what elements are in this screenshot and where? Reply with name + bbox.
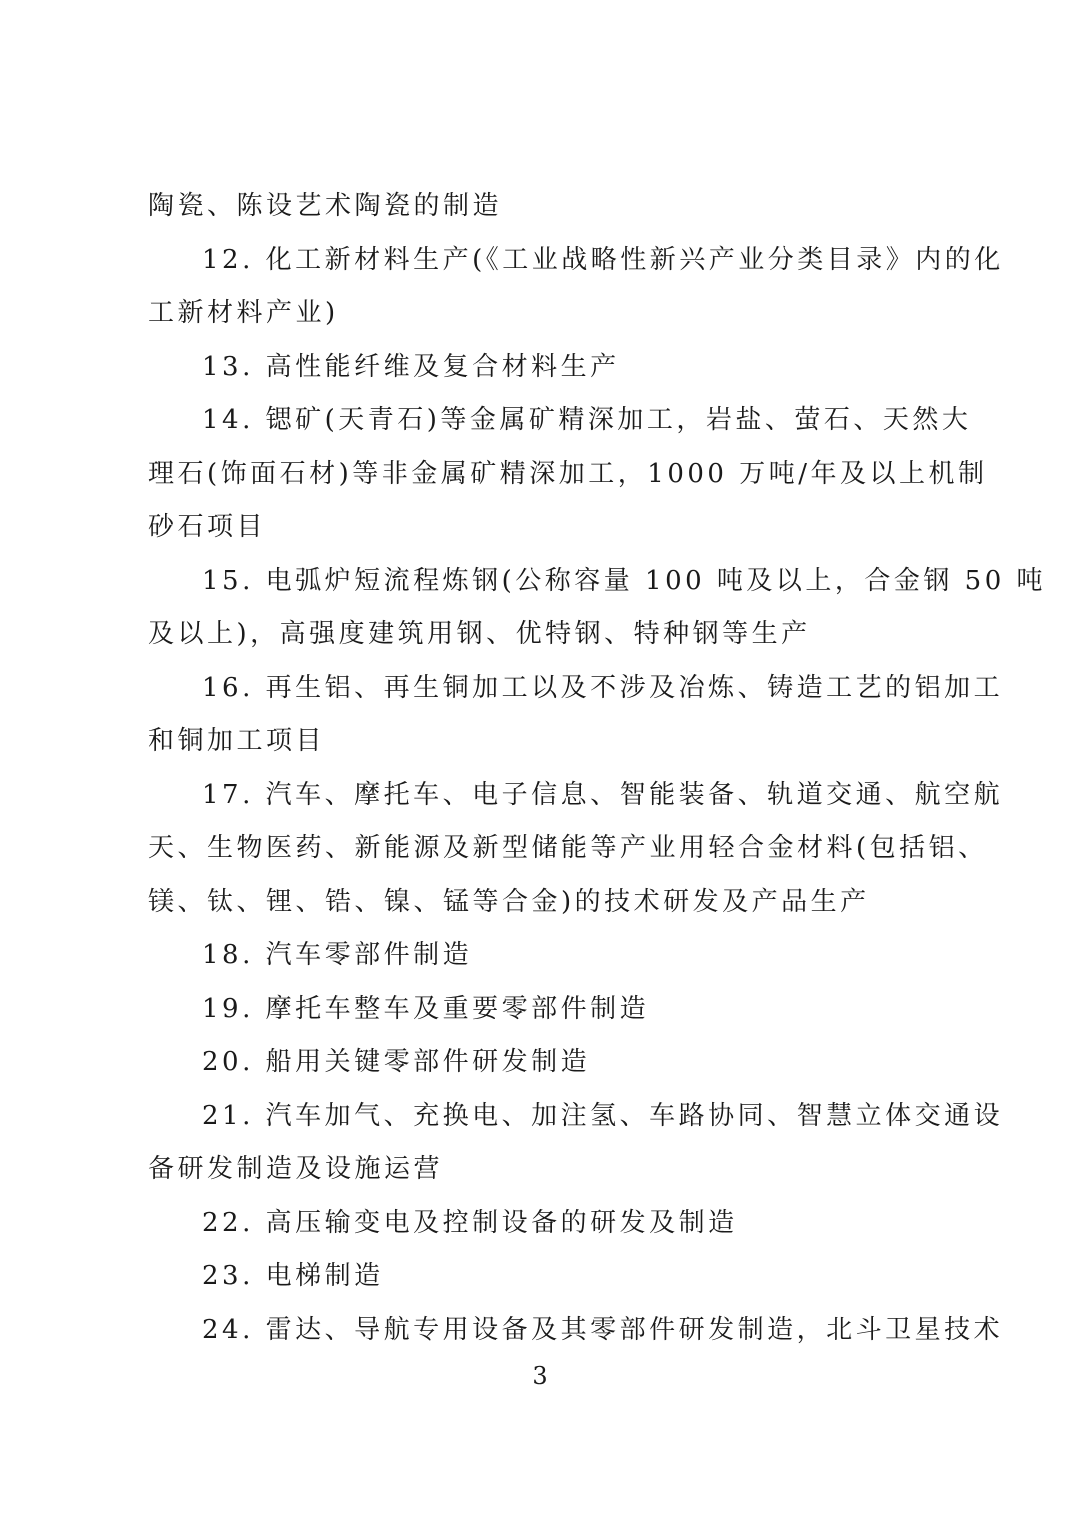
list-item-16: 16. 再生铝、再生铜加工以及不涉及冶炼、铸造工艺的铝加工 <box>202 672 1004 703</box>
list-item-17: 17. 汽车、摩托车、电子信息、智能装备、轨道交通、航空航 <box>202 779 1004 810</box>
text-line: 工新材料产业) <box>148 298 339 328</box>
list-item-24: 24. 雷达、导航专用设备及其零部件研发制造，北斗卫星技术 <box>202 1314 1004 1345</box>
text-line: 备研发制造及设施运营 <box>148 1154 444 1184</box>
list-item-13: 13. 高性能纤维及复合材料生产 <box>202 351 620 382</box>
list-item-19: 19. 摩托车整车及重要零部件制造 <box>202 993 650 1024</box>
list-item-20: 20. 船用关键零部件研发制造 <box>202 1047 591 1077</box>
text-line: 陶瓷、陈设艺术陶瓷的制造 <box>148 191 503 221</box>
list-item-15: 15. 电弧炉短流程炼钢(公称容量 100 吨及以上，合金钢 50 吨 <box>202 565 1047 596</box>
list-item-23: 23. 电梯制造 <box>202 1261 384 1291</box>
text-line: 镁、钛、锂、锆、镍、锰等合金)的技术研发及产品生产 <box>148 886 870 917</box>
text-line: 和铜加工项目 <box>148 726 326 756</box>
page-number: 3 <box>532 1362 548 1390</box>
text-line: 砂石项目 <box>148 512 267 542</box>
text-line: 理石(饰面石材)等非金属矿精深加工，1000 万吨/年及以上机制 <box>148 458 988 489</box>
text-line: 天、生物医药、新能源及新型储能等产业用轻合金材料(包括铝、 <box>148 833 988 863</box>
list-item-14: 14. 锶矿(天青石)等金属矿精深加工，岩盐、萤石、天然大 <box>202 405 972 435</box>
text-line: 及以上)，高强度建筑用钢、优特钢、特种钢等生产 <box>148 619 811 649</box>
list-item-21: 21. 汽车加气、充换电、加注氢、车路协同、智慧立体交通设 <box>202 1100 1004 1131</box>
list-item-18: 18. 汽车零部件制造 <box>202 940 473 970</box>
body-text <box>148 180 1047 1357</box>
list-item-22: 22. 高压输变电及控制设备的研发及制造 <box>202 1207 738 1238</box>
list-item-12: 12. 化工新材料生产(《工业战略性新兴产业分类目录》内的化 <box>202 244 1004 275</box>
